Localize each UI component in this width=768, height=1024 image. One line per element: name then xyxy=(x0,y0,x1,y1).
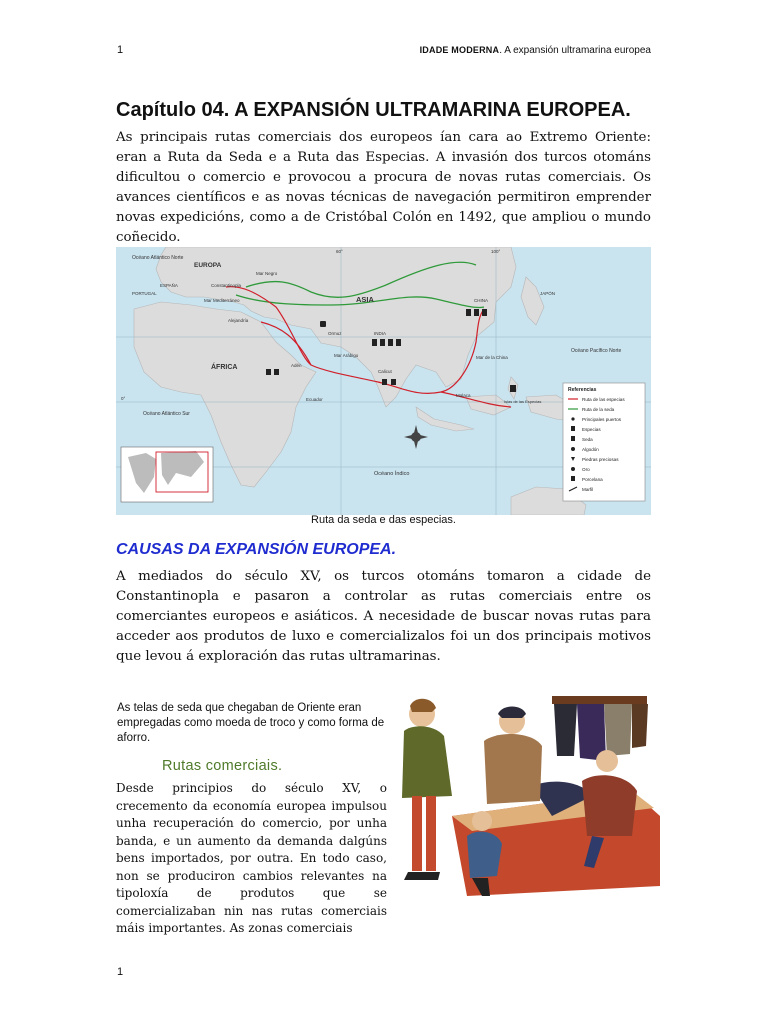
map-label-portugal: PORTUGAL xyxy=(132,291,157,296)
legend-item: Algodón xyxy=(582,447,599,452)
map-label-oc-indico: Océano Índico xyxy=(374,471,410,477)
running-header xyxy=(420,45,651,56)
subsection-title: Rutas comerciais. xyxy=(162,758,283,774)
map-label-mar-arabigo: Mar Arábigo xyxy=(334,353,359,358)
map-label-africa: ÁFRICA xyxy=(211,364,238,371)
intro-paragraph: As principais rutas comerciais dos europeos ían cara ao Extremo Oriente: eran a Ruta da Seda e a Ruta das Especias. A invasión dos turcos otománs dificultou o comercio e provocou a procura de novas rutas comerciais. Os avances científicos e as novas técnicas de navegación permitiron emprender novas expedicións, como a de Cristóbal Colón en 1492, que ampliou o mundo coñecido. xyxy=(116,130,651,245)
legend-item: Porcelana xyxy=(582,477,603,482)
map-label-mar-negro: Mar Negro xyxy=(256,271,278,276)
map-label-constantinopla: Constantinopla xyxy=(211,283,242,288)
map-label-oc-atl-norte: Océano Atlántico Norte xyxy=(132,255,184,261)
legend-item: Marfil xyxy=(582,487,594,492)
map-label-asia: ASIA xyxy=(356,295,374,304)
map-label-lat-0: 0° xyxy=(121,396,126,401)
map-label-oc-atl-sur: Océano Atlántico Sur xyxy=(143,411,190,417)
medieval-merchants-illustration xyxy=(392,686,662,924)
trade-routes-map xyxy=(116,247,651,515)
legend-item: Oro xyxy=(582,467,590,472)
map-label-alejandria: Alejandría xyxy=(228,318,249,323)
legend-item: Ruta de la seda xyxy=(582,407,615,412)
map-label-molucas: Islas de las Especias xyxy=(504,399,542,404)
footer-page-number: 1 xyxy=(117,966,124,978)
legend-title: Referencias xyxy=(568,387,597,393)
map-label-ecuador: Ecuador xyxy=(306,397,323,402)
chapter-title: Capítulo 04. A EXPANSIÓN ULTRAMARINA EUROPEA. xyxy=(116,99,631,121)
map-label-calicut: Calicut xyxy=(378,369,392,374)
silk-side-note: As telas de seda que chegaban de Oriente eran empregadas como moeda de troco y como forma de aforro. xyxy=(117,702,385,744)
map-label-lon-60: 60° xyxy=(336,249,343,254)
map-label-mar-med: Mar Mediterráneo xyxy=(204,298,240,303)
legend-item: Especias xyxy=(582,427,601,432)
map-inset-world xyxy=(121,447,213,502)
map-label-mar-china: Mar de la China xyxy=(476,355,508,360)
map-label-aden: Adén xyxy=(291,363,302,368)
map-label-japon: JAPÓN xyxy=(540,291,556,296)
map-label-oc-pacifico: Océano Pacífico Norte xyxy=(571,348,622,354)
legend-item: Seda xyxy=(582,437,593,442)
routes-paragraph: Desde principios do século XV, o crecemento da economía europea impulsou unha recuperación do comercio, por unha banda, e un aumento da demanda dalgúns bens importados, por outra. En todo caso, non se produciron cambios relevantes na tipoloxía de produtos que se comercializaban nin nas rutas comerciais máis importantes. As zonas comerciais xyxy=(116,781,387,935)
map-caption: Ruta da seda e das especias. xyxy=(311,514,456,526)
map-label-lon-100: 100° xyxy=(491,249,501,254)
legend-item: Ruta de las especias xyxy=(582,397,625,402)
map-label-india: INDIA xyxy=(374,331,387,336)
legend-item: Principales puertos xyxy=(582,417,622,422)
section-title: CAUSAS DA EXPANSIÓN EUROPEA. xyxy=(116,541,397,558)
map-label-malaca: Malaca xyxy=(456,393,471,398)
map-legend xyxy=(563,383,645,501)
running-header-rest: . A expansión ultramarina europea xyxy=(499,45,651,56)
map-label-espana: ESPAÑA xyxy=(160,283,178,288)
map-label-ormuz: Ormuz xyxy=(328,331,342,336)
causes-paragraph: A mediados do século XV, os turcos otománs tomaron a cidade de Constantinopla e pasaron a controlar as rutas comerciais entre os comerciantes europeos e asiáticos. A necesidade de buscar novas rutas para acceder aos produtos de luxo e comercializalos foi un dos principais motivos que levou á exploración das rutas ultramarinas. xyxy=(116,569,651,664)
map-label-europa: EUROPA xyxy=(194,262,222,269)
running-header-caps: IDADE MODERNA xyxy=(419,45,500,55)
legend-item: Piedras preciosas xyxy=(582,457,619,462)
map-label-china: CHINA xyxy=(474,298,489,303)
header-page-number: 1 xyxy=(117,44,124,56)
